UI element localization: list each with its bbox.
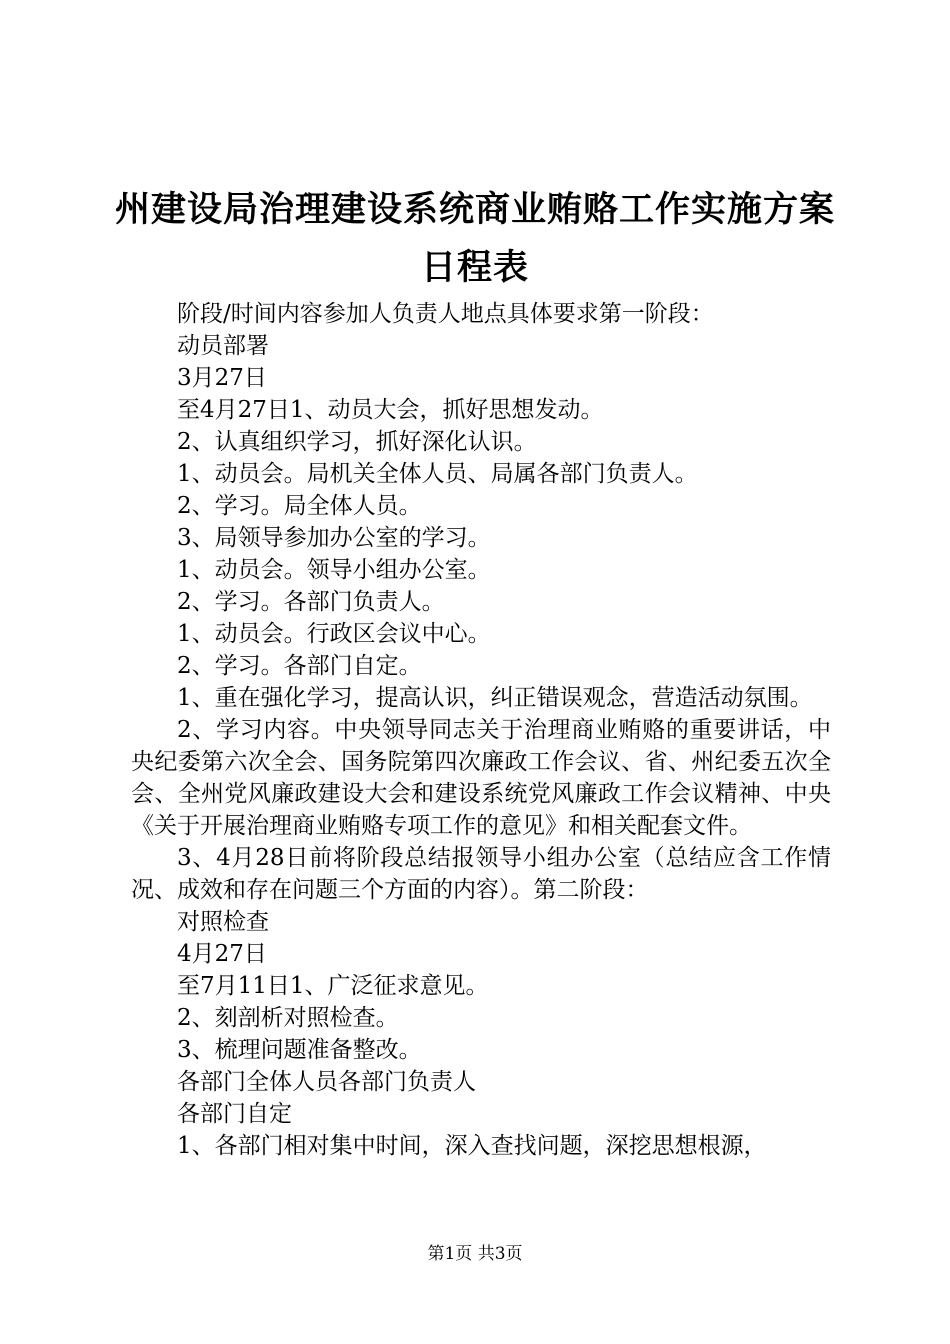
paragraph: 2、学习。局全体人员。 (177, 493, 422, 519)
paragraph: 1、重在强化学习，提高认识，纠正错误观念，营造活动氛围。 (177, 685, 813, 711)
paragraph: 3、梳理问题准备整改。 (177, 1037, 422, 1063)
paragraph: 1、各部门相对集中时间，深入查找问题，深挖思想根源， (177, 1133, 767, 1159)
paragraph: 2、学习。各部门自定。 (177, 653, 422, 679)
paragraph: 4月27日 (177, 941, 267, 967)
paragraph: 各部门自定 (177, 1101, 292, 1127)
document-body (131, 298, 831, 1162)
paragraph: 2、认真组织学习，抓好深化认识。 (177, 429, 537, 455)
paragraph: 对照检查 (177, 909, 269, 935)
paragraph: 动员部署 (177, 333, 269, 359)
paragraph: 各部门全体人员各部门负责人 (177, 1069, 476, 1095)
document-title-line-2: 日程表 (420, 247, 529, 288)
paragraph: 阶段/时间内容参加人负责人地点具体要求第一阶段： (177, 301, 714, 327)
paragraph: 1、动员会。领导小组办公室。 (177, 557, 491, 583)
paragraph: 3、局领导参加办公室的学习。 (177, 525, 491, 551)
paragraph: 2、学习。各部门负责人。 (177, 589, 445, 615)
paragraph: 3月27日 (177, 365, 267, 391)
paragraph: 3、4月28日前将阶段总结报领导小组办公室（总结应含工作情况、成效和存在问题三个方面的内容）。第二阶段： (131, 845, 831, 903)
paragraph: 2、学习内容。中央领导同志关于治理商业贿赂的重要讲话，中央纪委第六次全会、国务院第四次廉政工作会议、省、州纪委五次全会、全州党风廉政建设大会和建设系统党风廉政工作会议精神、中央《关于开展治理商业贿赂专项工作的意见》和相关配套文件。 (131, 717, 831, 839)
page-number-footer: 第1页 共3页 (427, 1244, 523, 1264)
paragraph: 1、动员会。行政区会议中心。 (177, 621, 491, 647)
paragraph: 2、刻剖析对照检查。 (177, 1005, 399, 1031)
paragraph: 1、动员会。局机关全体人员、局属各部门负责人。 (177, 461, 698, 487)
document-title-line-1: 州建设局治理建设系统商业贿赂工作实施方案 (114, 189, 835, 230)
paragraph: 至7月11日1、广泛征求意见。 (177, 973, 489, 999)
paragraph: 至4月27日1、动员大会，抓好思想发动。 (177, 397, 604, 423)
